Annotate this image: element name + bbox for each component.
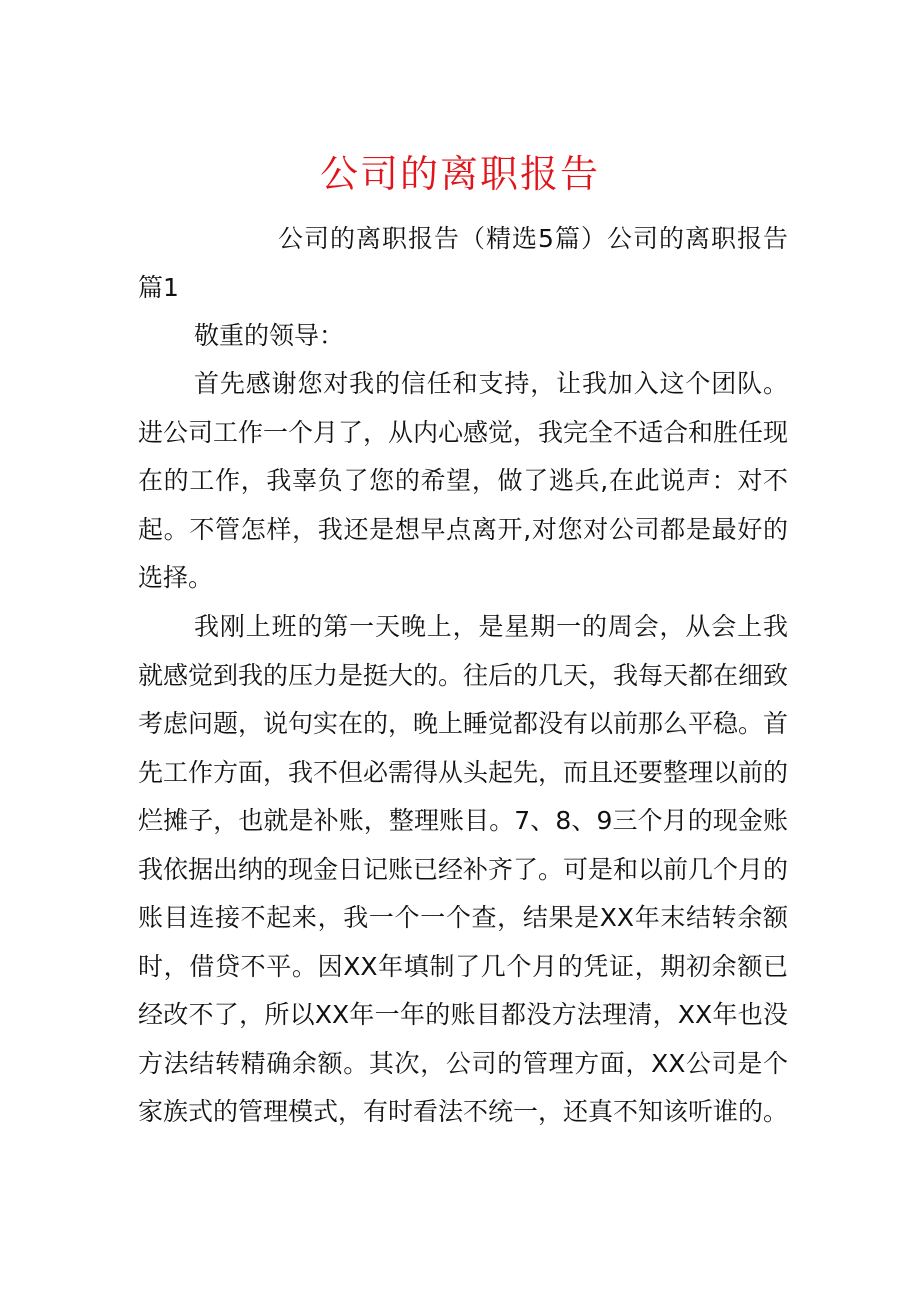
- paragraph-2: [138, 603, 788, 1137]
- greeting: [138, 312, 788, 361]
- subtitle-text: 公司的离职报告（精选5篇）公司的离职报告篇1: [138, 224, 788, 302]
- greeting-text: 敬重的领导：: [194, 321, 345, 350]
- paragraph-text: 首先感谢您对我的信任和支持，让我加入这个团队。进公司工作一个月了，从内心感觉，我完全不适合和胜任现在的工作，我辜负了您的希望，做了逃兵,在此说声：对不起。不管怎样，我还是想早点离开,对您对公司都是最好的选择。: [138, 369, 789, 592]
- document-title: 公司的离职报告: [319, 152, 600, 196]
- paragraph-text: 我刚上班的第一天晚上，是星期一的周会，从会上我就感觉到我的压力是挺大的。往后的几天，我每天都在细致考虑问题，说句实在的，晚上睡觉都没有以前那么平稳。首先工作方面，我不但必需得从头起先，而且还要整理以前的烂摊子，也就是补账，整理账目。7、8、9三个月的现金账我依据出纳的现金日记账已经补齐了。可是和以前几个月的账目连接不起来，我一个一个查，结果是XX年末结转余额时，借贷不平。因XX年填制了几个月的凭证，期初余额已经改不了，所以XX年一年的账目都没方法理清，XX年也没方法结转精确余额。其次，公司的管理方面，XX公司是个家族式的管理模式，有时看法不统一，还真不知该听谁的。: [138, 612, 789, 1126]
- document-subtitle: [138, 215, 788, 312]
- paragraph-1: [138, 360, 788, 603]
